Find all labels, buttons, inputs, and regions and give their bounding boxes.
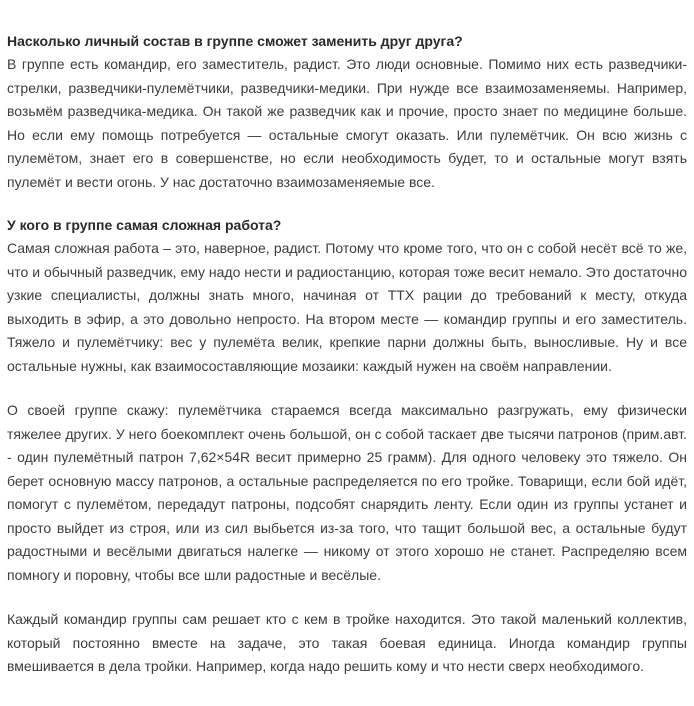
question-heading-2: У кого в группе самая сложная работа? [7,217,282,233]
qa-section-interchangeability [7,30,687,194]
question-heading-1: Насколько личный состав в группе сможет заменить друг друга? [7,33,463,49]
paragraph-commander-triples: Каждый командир группы сам решает кто с кем в тройке находится. Это такой маленький коллектив, который постоянно вместе на задаче, это такая боевая единица. Иногда командир группы вмешивается в дела тройки. Например, когда надо решить кому и что нести сверх необходимого. [7,611,687,674]
paragraph-machine-gunner: О своей группе скажу: пулемётчика стараемся всегда максимально разгружать, ему физически тяжелее других. У него боекомплект очень большой, он с собой таскает две тысячи патронов (прим.авт. - один пулемётный патрон 7,62×54R весит примерно 25 грамм). Для одного человеку это тяжело. Он берет основную массу патронов, а остальные распределяется по его тройке. Товарищи, если бой идёт, помогут с пулемётом, передадут патроны, подсобят снарядить ленту. Если один из группы устанет и просто выйдет из строя, или из сил выбьется из-за того, что тащит большой вес, а остальные будут радостными и весёлыми двигаться налегке — никому от этого хорошо не станет. Распределяю всем помногу и поровну, чтобы все шли радостные и весёлые. [7,402,687,583]
answer-paragraph-2: Самая сложная работа – это, наверное, радист. Потому что кроме того, что он с собой несёт всё то же, что и обычный разведчик, ему надо нести и радиостанцию, которая тоже весит немало. Это достаточно узкие специалисты, должны знать много, начиная от ТТХ рации до требований к месту, откуда выходить в эфир, а это довольно непросто. На втором месте — командир группы и его заместитель. Тяжело и пулемётчику: вес у пулемёта велик, крепкие парни должны быть, выносливые. Ну и все остальные нужны, как взаимосоставляющие мозаики: каждый нужен на своём направлении. [7,240,687,374]
qa-section-hardest-job [7,214,687,378]
answer-paragraph-1: В группе есть командир, его заместитель, радист. Это люди основные. Помимо них есть разведчики-стрелки, разведчики-пулемётчики, разведчики-медики. При нужде все взаимозаменяемы. Например, возьмём разведчика-медика. Он такой же разведчик как и прочие, просто знает по медицине больше. Но если ему помощь потребуется — остальные смогут оказать. Или пулемётчик. Он всю жизнь с пулемётом, знает его в совершенстве, но если необходимость будет, то и остальные могут взять пулемёт и вести огонь. У нас достаточно взаимозаменяемые все. [7,56,687,190]
